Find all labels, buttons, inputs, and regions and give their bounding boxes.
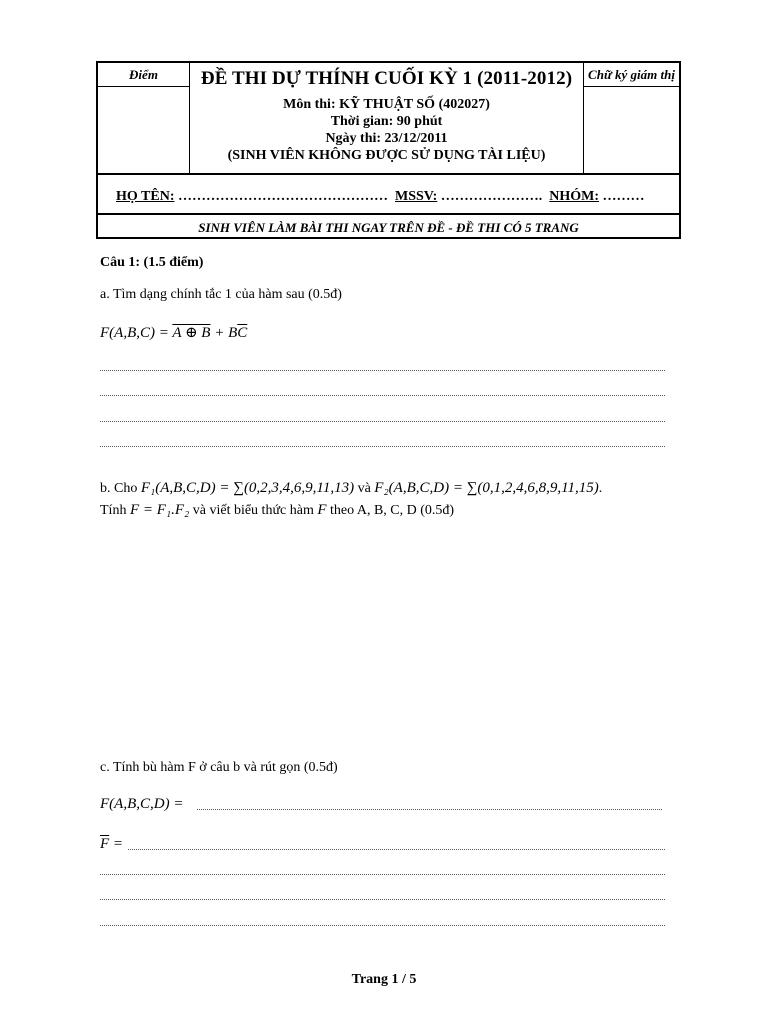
exam-info [190, 63, 583, 173]
group-dots: ……… [602, 189, 645, 204]
answer-line [100, 420, 665, 422]
question-1b-end: . [598, 481, 603, 496]
id-label: MSSV: [394, 189, 438, 204]
question-1b-line2 [100, 502, 454, 519]
answer-line [100, 445, 665, 447]
question-1b-prefix: b. Cho [100, 481, 141, 496]
answer-line [100, 873, 665, 875]
id-dots: …………………. [440, 189, 543, 204]
question-1b-mid: và [354, 481, 375, 496]
f-product-formula: F = F₁.F₂ [129, 502, 190, 518]
score-label: Điểm [98, 63, 190, 87]
answer-line [100, 924, 665, 926]
exam-subject: Môn thi: KỸ THUẬT SỐ (402027) [283, 97, 490, 112]
page-number: Trang 1 / 5 [351, 972, 417, 987]
question-1b-line1 [100, 480, 602, 497]
exam-date: Ngày thi: 23/12/2011 [325, 131, 448, 146]
formula-lhs: F(A,B,C) = [100, 325, 173, 341]
answer-line [128, 848, 665, 850]
signature-label: Chữ ký giám thị [583, 63, 679, 87]
f1-formula: F₁(A,B,C,D) = ∑(0,2,3,4,6,9,11,13) [140, 480, 355, 496]
score-box [98, 87, 190, 173]
f-bar-symbol: $\overline{F}$ [100, 836, 110, 852]
answer-line [100, 898, 665, 900]
question-1a-formula [100, 323, 247, 342]
question-1b-line2-end: theo A, B, C, D (0.5đ) [326, 503, 455, 518]
name-label: HỌ TÊN: [116, 189, 175, 204]
question-1a-prompt: a. Tìm dạng chính tắc 1 của hàm sau (0.5đ) [100, 287, 342, 302]
exam-instruction: SINH VIÊN LÀM BÀI THI NGAY TRÊN ĐỀ - ĐỀ THI CÓ 5 TRANG [98, 213, 679, 237]
f2-formula: F₂(A,B,C,D) = ∑(0,1,2,4,6,8,9,11,15) [374, 480, 599, 496]
question-1b-line2-suffix: và viết biểu thức hàm [189, 503, 318, 518]
group-label: NHÓM: [549, 189, 600, 204]
formula-term-xor: A ⊕ B [172, 325, 211, 341]
exam-header-table [96, 61, 681, 239]
question-1-heading: Câu 1: (1.5 điểm) [100, 255, 204, 270]
answer-line [100, 369, 665, 371]
answer-line [100, 394, 665, 396]
f-bar-eq: = [109, 836, 124, 852]
answer-line [197, 808, 662, 810]
question-1c-f-line: F(A,B,C,D) = [100, 796, 184, 812]
formula-plus: + B [210, 325, 238, 341]
exam-title: ĐỀ THI DỰ THÍNH CUỐI KỲ 1 (2011-2012) [200, 68, 573, 89]
f-symbol: F [317, 502, 327, 518]
signature-box [583, 87, 679, 173]
formula-term-not-c: $\overline{C}$ [237, 325, 248, 341]
student-info-row [98, 173, 679, 213]
question-1c-fbar-line [100, 836, 123, 853]
exam-note: (SINH VIÊN KHÔNG ĐƯỢC SỬ DỤNG TÀI LIỆU) [227, 148, 546, 163]
question-1b-line2-prefix: Tính [100, 503, 130, 518]
question-1c-prompt: c. Tính bù hàm F ở câu b và rút gọn (0.5đ) [100, 760, 338, 775]
exam-duration: Thời gian: 90 phút [330, 114, 443, 129]
name-dots: ……………………………………… [177, 189, 388, 204]
